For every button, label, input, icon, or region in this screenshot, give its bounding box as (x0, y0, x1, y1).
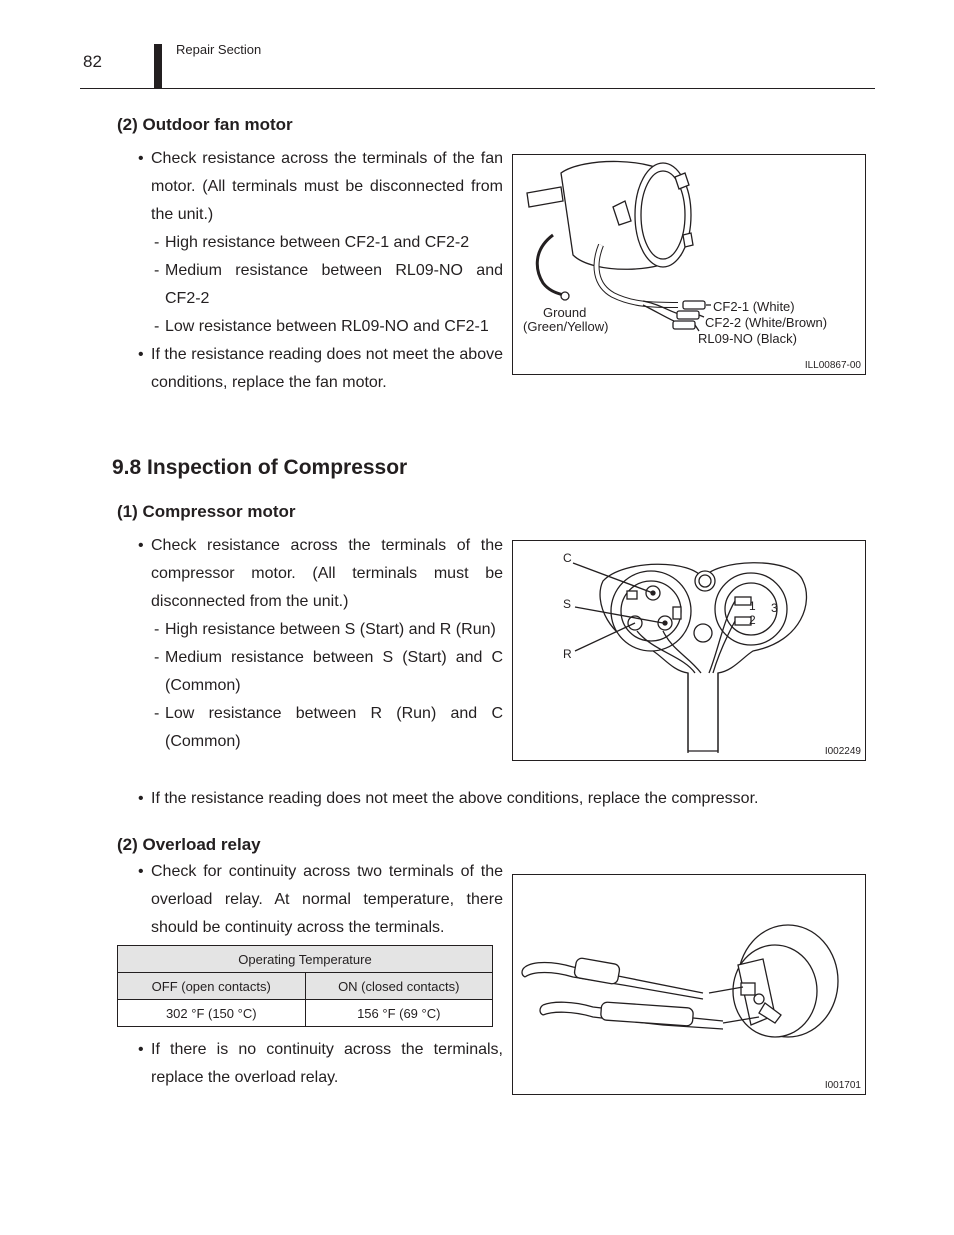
fan-ground-label-2: (Green/Yellow) (523, 319, 609, 334)
compressor-figure-code: I002249 (824, 746, 861, 757)
compressor-label-c: C (563, 551, 572, 565)
compressor-label-s: S (563, 597, 572, 611)
fan-ground-label-1: Ground (543, 305, 587, 320)
outdoor-fan-bullet-2: • If the resistance reading does not meet the above conditions, replace the fan motor. (138, 341, 503, 397)
table-value-off: 302 °F (150 °C) (118, 1000, 306, 1027)
overload-relay-illustration (513, 875, 865, 1094)
table-title: Operating Temperature (118, 946, 493, 973)
compressor-label-r: R (563, 647, 572, 661)
overload-figure-code: I001701 (824, 1080, 861, 1091)
table-header-off: OFF (open contacts) (118, 973, 306, 1000)
compressor-bullet-1: • Check resistance across the terminals of the compressor motor. (All terminals must be disconnected from the unit.) (138, 532, 503, 616)
compressor-bullet-2: • If the resistance reading does not meet the above conditions, replace the compressor. (138, 785, 871, 813)
compressor-figure (512, 540, 866, 761)
section-label: Repair Section (176, 42, 262, 57)
outdoor-fan-item-low: - Low resistance between RL09-NO and CF2-1 (138, 313, 503, 341)
operating-temperature-table (117, 945, 493, 1027)
overload-relay-figure (512, 874, 866, 1095)
fan-rl09-label: RL09-NO (Black) (698, 331, 797, 346)
outdoor-fan-heading: (2) Outdoor fan motor (117, 115, 293, 134)
section-title: 9.8 Inspection of Compressor (112, 456, 408, 479)
overload-bullet-2: • If there is no continuity across the terminals, replace the overload relay. (138, 1036, 503, 1092)
outdoor-fan-item-medium: - Medium resistance between RL09-NO and CF2-2 (138, 257, 503, 313)
fan-figure-code: ILL00867-00 (804, 360, 861, 371)
outdoor-fan-text (138, 145, 503, 397)
page-number: 82 (83, 52, 102, 71)
header-bar (154, 44, 162, 88)
table-value-on: 156 °F (69 °C) (305, 1000, 493, 1027)
table-header-on: ON (closed contacts) (305, 973, 493, 1000)
overload-relay-text (138, 858, 503, 942)
overload-bullet-1: • Check for continuity across two terminals of the overload relay. At normal temperature, there should be continuity across the terminals. (138, 858, 503, 942)
outdoor-fan-bullet-1: • Check resistance across the terminals of the fan motor. (All terminals must be disconnected from the unit.) (138, 145, 503, 229)
compressor-item-high: - High resistance between S (Start) and R (Run) (138, 616, 503, 644)
header-rule (80, 88, 875, 89)
compressor-item-low: - Low resistance between R (Run) and C (Common) (138, 700, 503, 756)
outdoor-fan-item-high: - High resistance between CF2-1 and CF2-2 (138, 229, 503, 257)
overload-relay-text-2 (138, 1036, 503, 1092)
compressor-label-2: 2 (749, 613, 756, 627)
fan-motor-figure (512, 154, 866, 375)
fan-cf2-2-label: CF2-2 (White/Brown) (705, 315, 828, 330)
compressor-motor-text (138, 532, 503, 756)
compressor-label-3: 3 (771, 601, 778, 615)
compressor-label-1: 1 (749, 599, 756, 613)
overload-relay-heading: (2) Overload relay (117, 835, 261, 854)
fan-cf2-1-label: CF2-1 (White) (713, 299, 795, 314)
compressor-item-medium: - Medium resistance between S (Start) and C (Common) (138, 644, 503, 700)
compressor-motor-heading: (1) Compressor motor (117, 502, 296, 521)
fan-motor-illustration (513, 155, 865, 374)
